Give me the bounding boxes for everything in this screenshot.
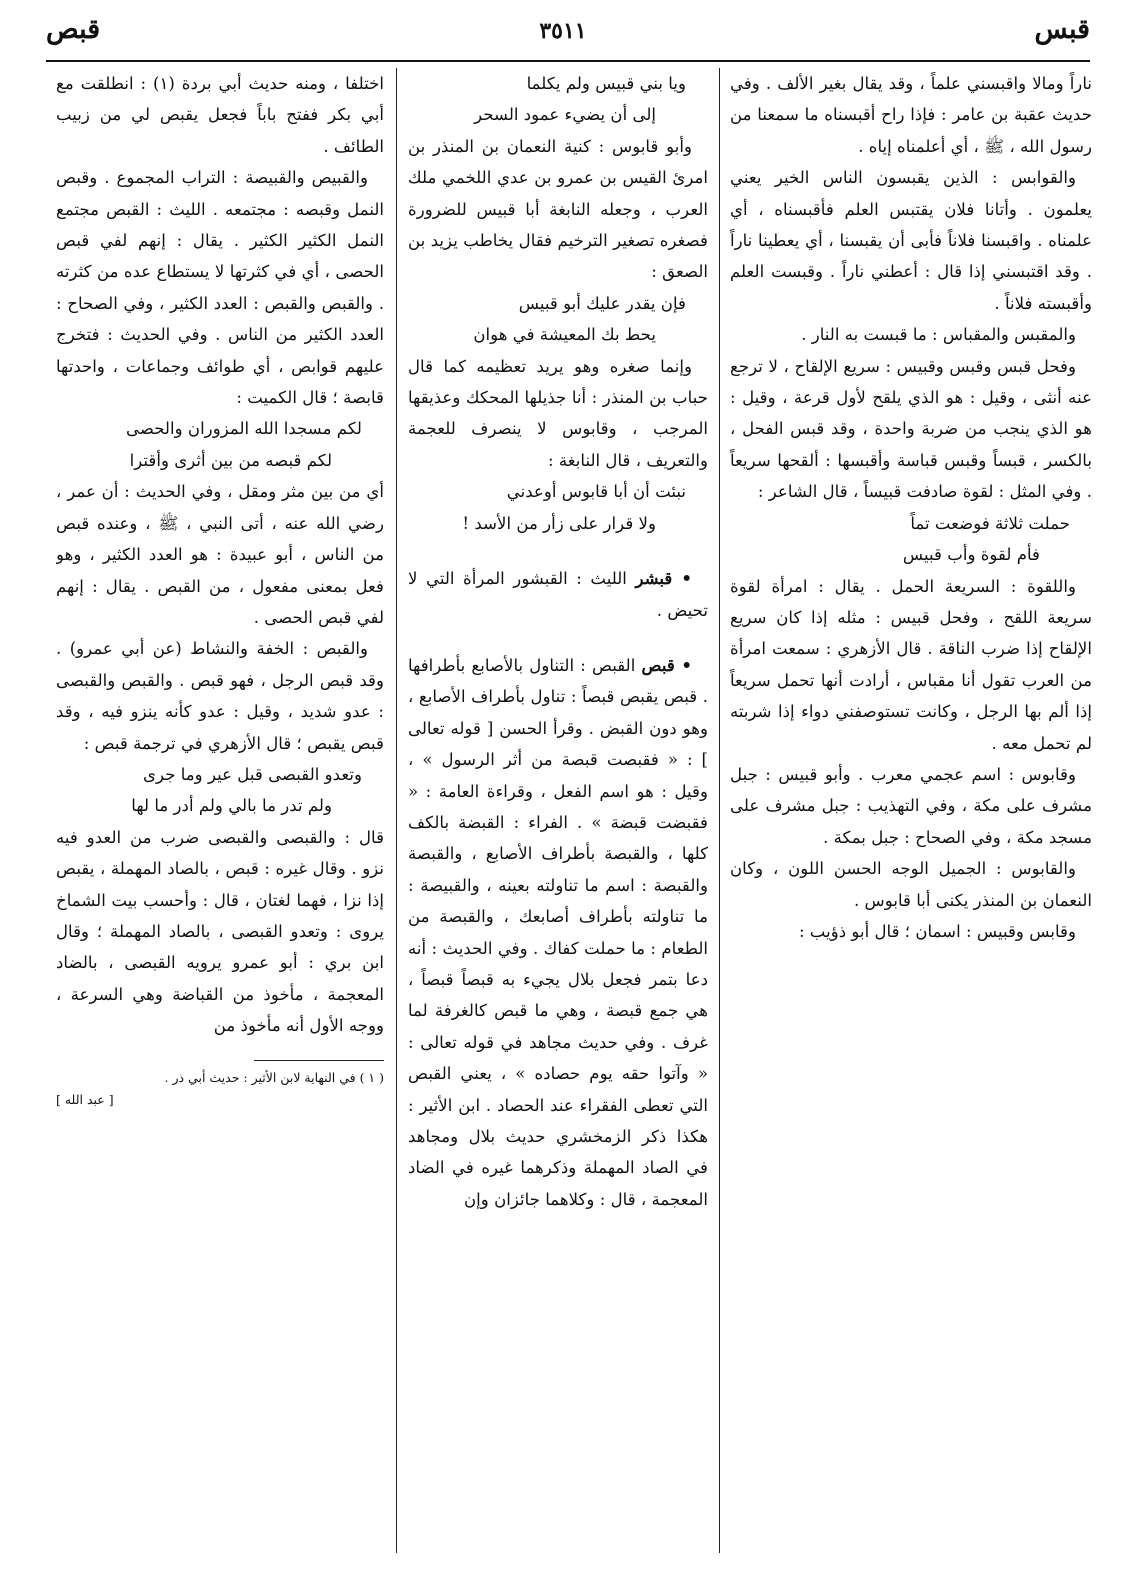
paragraph: وقابس وقبيس : اسمان ؛ قال أبو ذؤيب : — [798, 921, 1076, 941]
column-divider-left — [396, 68, 397, 1553]
paragraph: اختلفا ، ومنه حديث أبي بردة (١) : انطلقت مع أبي بكر ففتح باباً فجعل يقبص لي من زبيب الطائف . — [56, 74, 384, 156]
dictionary-entry-qbs — [408, 650, 708, 1215]
header-rule — [46, 60, 1090, 62]
paragraph: وأبو قابوس : كنية النعمان بن المنذر بن امرئ القيس بن عمرو بن عدي اللخمي ملك العرب ، وجعله النابغة أبا قبيس للضرورة فصغره تصغير الترخيم فقال يخاطب يزيد بن الصعق : — [408, 136, 708, 282]
paragraph: أي من بين مثر ومقل ، وفي الحديث : أن عمر ، رضي الله عنه ، أتى النبي ، ﷺ ، وعنده قبص من الناس ، أبو عبيدة : هو العدد الكثير ، وهو فعل بمعنى مفعول ، من القبص . يقال : إنهم لفي قبص الحصى . — [56, 482, 384, 627]
column-left — [56, 68, 384, 1559]
verse-line: فإن يقدر عليك أبو قبيس — [518, 293, 686, 313]
verse-line: لكم قبصه من بين أثرى وأقترا — [129, 450, 332, 470]
paragraph: وقابوس : اسم عجمي معرب . وأبو قبيس : جبل مشرف على مكة ، وفي التهذيب : جبل مشرف على مسجد مكة ، وفي الصحاح : جبل بمكة . — [730, 764, 1092, 847]
verse-line: يحط بك المعيشة في هوان — [473, 325, 656, 345]
paragraph: قال : والقبصى والقبصى ضرب من العدو فيه نزو . وقال غيره : قبص ، بالصاد المهملة ، يقبص إذا نزا ، فهما لغتان ، قال : وأحسب بيت الشماخ يروى : وتعدو القبصى ، بالصاد المهملة ؛ وقال ابن بري : أبو عمرو يرويه القبصى ، بالضاد المعجمة ، مأخوذ من القباضة وهي السرعة ، ووجه الأول أنه مأخوذ من — [56, 827, 384, 1036]
paragraph: واللقوة : السريعة الحمل . يقال : امرأة لقوة سريعة اللقح ، وفحل قبيس : مثله إذا كان سريع الإلقاح إذا ضرب الناقة . قال الأزهري : سمعت امرأة من العرب تقول أنا مقباس ، أرادت أنها تحمل سريعاً إذا ألم بها الرجل ، وكانت تستوصفني دواء إذا شربته لم تحمل معه . — [730, 576, 1092, 753]
verse-line: وتعدو القبصى قبل عير وما جرى — [143, 764, 362, 784]
column-right — [730, 68, 1092, 1559]
verse-line: ولم تدر ما بالي ولم أدر ما لها — [131, 796, 332, 816]
verse-line: إلى أن يضيء عمود السحر — [474, 105, 656, 125]
verse-line: ولا قرار على زأر من الأسد ! — [462, 513, 656, 533]
page-number: ٣٥١١ — [539, 18, 587, 44]
verse-line: فأم لقوة وأب قبيس — [902, 545, 1040, 565]
paragraph: والقبيص والقبيصة : التراب المجموع . وقبص النمل وقبصه : مجتمعه . الليث : القبص مجتمع النمل الكثير الكثير . يقال : إنهم لفي قبص الحصى ، أي في كثرتها لا يستطاع عده من كثرته . والقبص والقبص : العدد الكثير ، وفي الصحاح : العدد الكثير من الناس . وفي الحديث : فتخرج عليهم قوابص ، أي طوائف وجماعات ، واحدتها قابصة ؛ قال الكميت : — [56, 168, 384, 408]
verse-line: حملت ثلاثة فوضعت تماً — [910, 513, 1070, 533]
footnote: ( ١ ) في النهاية لابن الأثير : حديث أبي ذر . — [164, 1069, 384, 1085]
entry-headword: • قبشر — [635, 568, 692, 589]
column-divider-right — [719, 68, 720, 1553]
paragraph: والمقبس والمقباس : ما قبست به النار . — [801, 325, 1076, 345]
paragraph: ناراً ومالا واقبسني علماً ، وقد يقال بغير الألف . وفي حديث عقبة بن عامر : فإذا راح أقبسناه ما سمعنا من رسول الله ، ﷺ ، أي أعلمناه إياه . — [730, 74, 1092, 156]
verse-line: ويا بني قبيس ولم يكلما — [526, 74, 686, 93]
verse-line: نبئت أن أبا قابوس أوعدني — [506, 482, 686, 502]
entry-text: الليث : القبشور المرأة التي لا تحيض . — [408, 569, 708, 620]
paragraph: وإنما صغره وهو يريد تعظيمه كما قال حباب بن المنذر : أنا جذيلها المحكك وعذيقها المرجب ، وقابوس لا ينصرف للعجمة والتعريف ، قال النابغة : — [408, 356, 708, 470]
paragraph: والقابوس : الجميل الوجه الحسن اللون ، وكان النعمان بن المنذر يكنى أبا قابوس . — [730, 859, 1092, 910]
column-middle — [408, 68, 708, 1559]
entry-headword: • قبص — [641, 654, 692, 675]
running-head-left: قبص — [46, 14, 101, 45]
paragraph: وفحل قبس وقبس وقبيس : سريع الإلقاح ، لا ترجع عنه أنثى ، وقيل : هو الذي يلقح لأول قرعة ، وقيل : هو الذي ينجب من ضربة واحدة ، وقد قبس الفحل ، بالكسر ، قبساً وقبس قباسة وأقبسها : ألقحها سريعاً . وفي المثل : لقوة صادفت قبيساً ، قال الشاعر : — [730, 356, 1092, 502]
footnote-rule — [254, 1060, 384, 1061]
editor-note: [ عبد الله ] — [56, 1091, 114, 1107]
paragraph: والقبص : الخفة والنشاط (عن أبي عمرو) . وقد قبص الرجل ، فهو قبص . والقبص والقبصى : عدو شديد ، وقيل : عدو كأنه ينزو فيه ، وقد قبص يقبص ؛ قال الأزهري في ترجمة قبص : — [56, 639, 384, 753]
entry-text: القبص : التناول بالأصابع بأطرافها . قبص يقبص قبصاً : تناول بأطراف الأصابع ، وهو دون القبض . وقرأ الحسن [ قوله تعالى ] : « فقبصت قبصة من أثر الرسول » ، وقيل : هو اسم الفعل ، وقراءة العامة : « فقبضت قبضة » . الفراء : القبضة بالكف كلها ، والقبصة بأطراف الأصابع ، والقبصة والقبصة : اسم ما تناولته بعينه ، والقبيصة : ما تناولته بأطراف أصابعك ، والقبصة من الطعام : ما حملت كفاك . وفي الحديث : أنه دعا بتمر فجعل بلال يجيء به قبصاً قبصاً ، هي جمع قبصة ، وهي ما قبص كالغرفة لما غرف . وفي حديث مجاهد في قوله تعالى : « وآتوا حقه يوم حصاده » ، يعني القبص التي تعطى الفقراء عند الحصاد . ابن الأثير : هكذا ذكر الزمخشري حديث بلال ومجاهد في الصاد المهملة وذكرهما غيره في الضاد المعجمة ، قال : وكلاهما جائزان وإن — [408, 655, 708, 1209]
dictionary-entry-qbshr — [408, 563, 708, 626]
paragraph: والقوابس : الذين يقبسون الناس الخير يعني يعلمون . وأتانا فلان يقتبس العلم فأقبسناه ، أي علمناه . واقبسنا فلاناً فأبى أن يقبسنا ، أي يعطينا ناراً . وقد اقتبسني إذا قال : أعطني ناراً . وقبست العلم وأقبسته فلاناً . — [730, 168, 1092, 313]
running-head-right: قبس — [1034, 14, 1090, 45]
verse-line: لكم مسجدا الله المزوران والحصى — [126, 419, 362, 439]
